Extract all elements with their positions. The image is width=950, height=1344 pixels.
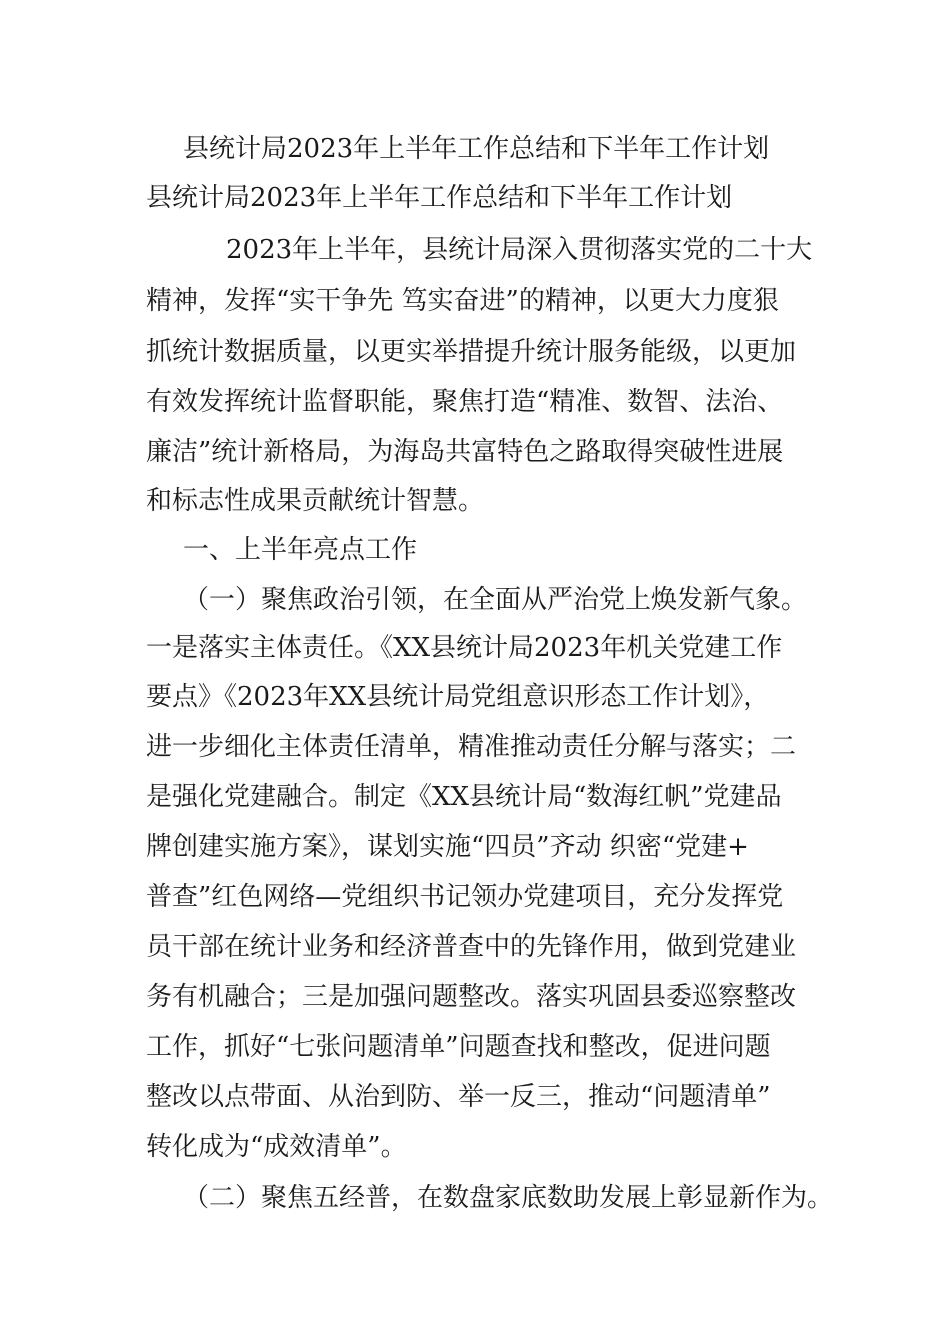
paragraph-line: 要点》《2023年XX县统计局党组意识形态工作计划》， [146, 682, 770, 712]
paragraph-line: 普查”红色网络—党组织书记领办党建项目，充分发挥党 [146, 882, 784, 912]
paragraph-line: 是强化党建融合。制定《XX县统计局“数海红帆”党建品 [146, 782, 782, 812]
section-heading: 一、上半年亮点工作 [183, 535, 418, 565]
paragraph-line: 一是落实主体责任。《XX县统计局2023年机关党建工作 [146, 633, 783, 663]
paragraph-line: 员干部在统计业务和经济普查中的先锋作用，做到党建业 [146, 932, 797, 962]
paragraph-line: 和标志性成果贡献统计智慧。 [146, 486, 485, 516]
paragraph-line: 务有机融合；三是加强问题整改。落实巩固县委巡察整改 [146, 982, 797, 1012]
document-title: 县统计局2023年上半年工作总结和下半年工作计划 [183, 134, 770, 164]
paragraph-line: 廉洁”统计新格局，为海岛共富特色之路取得突破性进展 [146, 437, 784, 467]
paragraph-line: 进一步细化主体责任清单，精准推动责任分解与落实；二 [146, 732, 797, 762]
paragraph-line: 工作，抓好“七张问题清单”问题查找和整改，促进问题 [146, 1032, 771, 1062]
paragraph-line: 转化成为“成效清单”。 [146, 1132, 407, 1162]
subsection-heading: （一）聚焦政治引领，在全面从严治党上焕发新气象。 [183, 585, 808, 615]
paragraph-line: 2023年上半年，县统计局深入贯彻落实党的二十大 [226, 235, 813, 265]
paragraph-line: 抓统计数据质量，以更实举措提升统计服务能级，以更加 [146, 337, 797, 367]
paragraph-line: 有效发挥统计监督职能，聚焦打造“精准、数智、法治、 [146, 387, 784, 417]
paragraph-line: 整改以点带面、从治到防、举一反三，推动“问题清单” [146, 1082, 771, 1112]
document-subtitle: 县统计局2023年上半年工作总结和下半年工作计划 [146, 183, 733, 213]
paragraph-line: 牌创建实施方案》，谋划实施“四员”齐动 织密“党建+ [146, 832, 749, 862]
subsection-heading: （二）聚焦五经普，在数盘家底数助发展上彰显新作为。 [183, 1183, 834, 1213]
paragraph-line: 精神，发挥“实干争先 笃实奋进”的精神，以更大力度狠 [146, 286, 779, 316]
